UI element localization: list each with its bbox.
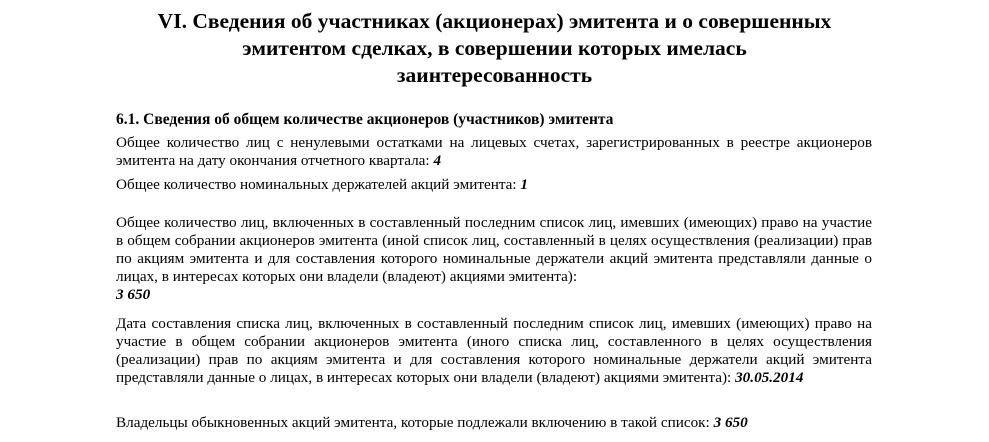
list-date-value: 30.05.2014 <box>735 369 804 386</box>
section-title-line-3: заинтересованность <box>396 63 593 87</box>
ordinary-shareholders-text: Владельцы обыкновенных акций эмитента, которые подлежали включению в такой список: <box>116 414 714 431</box>
section-title-line-2: эмитентом сделках, в совершении которых имелась <box>242 36 747 60</box>
ordinary-shareholders-value: 3 650 <box>713 414 748 431</box>
nominee-holders-paragraph <box>116 176 872 194</box>
shareholders-count-value: 4 <box>433 152 442 169</box>
list-date-paragraph <box>116 315 872 387</box>
ordinary-shareholders-paragraph <box>116 414 872 432</box>
shareholders-count-text: Общее количество лиц с ненулевыми остатками на лицевых счетах, зарегистрированных в реестре акционеров эмитента на дату окончания отчетного квартала: <box>116 134 872 169</box>
list-date-text: Дата составления списка лиц, включенных в составленный последним список лиц, имевших (имеющих) право на участие в общем собрании акционеров эмитента (иного списка лиц, составленного в целях осуществления (реализации) прав по акциям эмитента и для составления которого номинальные держатели акций эмитента представляли данные о лицах, в интересах которых они владели (владеют) акциями эмитента): <box>116 315 872 386</box>
subsection-title: 6.1. Сведения об общем количестве акционеров (участников) эмитента <box>116 111 614 128</box>
meeting-list-count-value: 3 650 <box>116 286 151 303</box>
shareholders-count-paragraph <box>116 134 872 170</box>
meeting-list-count-paragraph <box>116 214 872 304</box>
section-title-line-1: VI. Сведения об участниках (акционерах) эмитента и о совершенных <box>157 9 832 33</box>
section-title <box>100 8 889 89</box>
nominee-holders-text: Общее количество номинальных держателей акций эмитента: <box>116 176 521 193</box>
meeting-list-count-text: Общее количество лиц, включенных в составленный последним список лиц, имевших (имеющих) право на участие в общем собрании акционеров эмитента (иной список лиц, составленный в целях осуществления (реализации) прав по акциям эмитента и для составления которого номинальные держатели акций эмитента представляли данные о лицах, в интересах которых они владели (владеют) акциями эмитента): <box>116 214 872 285</box>
nominee-holders-value: 1 <box>520 176 528 193</box>
